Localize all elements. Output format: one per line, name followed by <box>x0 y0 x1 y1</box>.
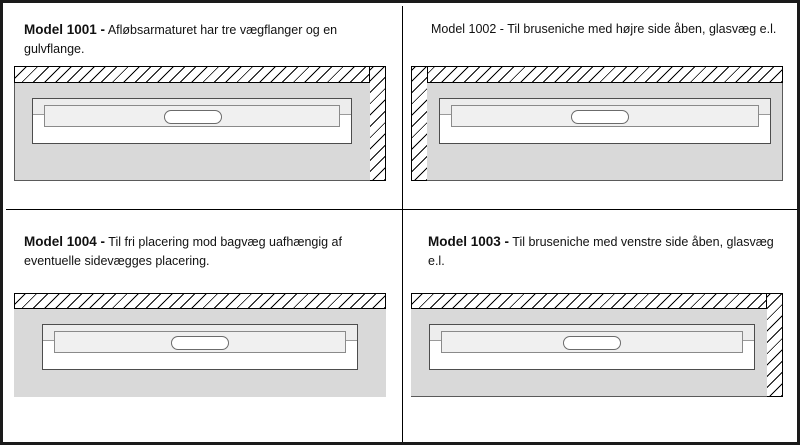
caption-model-1002 <box>431 20 781 38</box>
drain-slot-1003 <box>563 336 621 350</box>
model-label-1003: Model 1003 - <box>428 234 510 249</box>
drain-slot-1004 <box>171 336 229 350</box>
wall-hatch-top-1003 <box>411 293 783 309</box>
panel-model-1003 <box>403 210 799 413</box>
panel-model-1002 <box>403 6 799 209</box>
wall-hatch-right-1001 <box>369 66 386 181</box>
drain-slot-1002 <box>571 110 629 124</box>
wall-hatch-top-1004 <box>14 293 386 309</box>
wall-hatch-left-1002 <box>411 66 428 181</box>
model-description-1004: Til fri placering mod bagvæg uafhængig af eventuelle sidevægges placering. <box>24 235 342 268</box>
caption-model-1003 <box>428 232 778 270</box>
model-description-1003: Til bruseniche med venstre side åben, glasvæg e.l. <box>428 235 774 268</box>
wall-hatch-right-1003 <box>766 293 783 397</box>
drain-slot-1001 <box>164 110 222 124</box>
caption-model-1004 <box>24 232 384 270</box>
caption-model-1001 <box>24 20 384 58</box>
model-description-1002: Til bruseniche med højre side åben, glasvæg e.l. <box>507 22 777 36</box>
wall-hatch-top-1001 <box>14 66 386 83</box>
panel-model-1004 <box>6 210 402 413</box>
model-description-1001: Afløbsarmaturet har tre vægflanger og en gulvflange. <box>24 23 338 56</box>
model-label-1001: Model 1001 - <box>24 22 106 37</box>
panel-model-1001 <box>6 6 402 209</box>
model-label-1004: Model 1004 - <box>24 234 106 249</box>
model-label-1002: Model 1002 - <box>431 22 504 36</box>
wall-hatch-top-1002 <box>411 66 783 83</box>
